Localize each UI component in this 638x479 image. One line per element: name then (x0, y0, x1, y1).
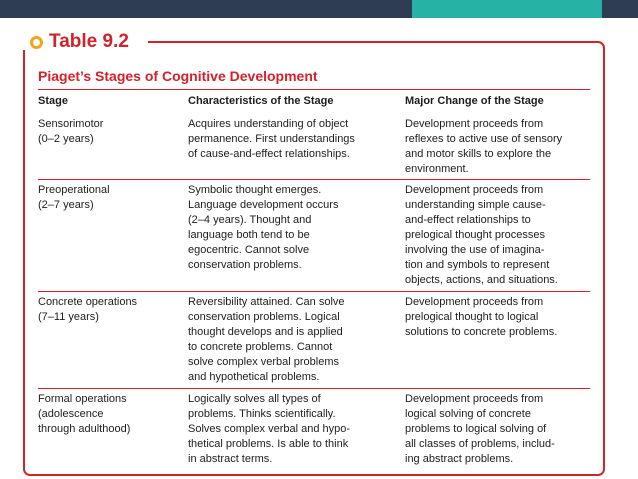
stage-line: Sensorimotor (38, 118, 104, 130)
characteristics-line: permanence. First understandings (188, 133, 355, 145)
major-change-line: Development proceeds from (405, 118, 544, 130)
column-header-characteristics: Characteristics of the Stage (188, 95, 334, 107)
characteristics-line: Language development occurs (188, 199, 339, 211)
slide-title (30, 30, 129, 54)
major-change-line: ing abstract problems. (405, 453, 514, 465)
characteristics-line: egocentric. Cannot solve (188, 244, 310, 256)
row-divider (38, 291, 590, 292)
stage-line: Preoperational (38, 184, 110, 196)
major-change-line: prelogical thought processes (405, 229, 546, 241)
major-change-line: prelogical thought to logical (405, 311, 539, 323)
row-formal-operations-major-change (405, 392, 555, 467)
major-change-line: all classes of problems, includ- (405, 438, 555, 450)
circle-bullet-icon (30, 36, 43, 49)
characteristics-line: in abstract terms. (188, 453, 273, 465)
major-change-line: and-effect relationships to (405, 214, 531, 226)
slide-title-text: Table 9.2 (49, 31, 129, 52)
characteristics-line: Symbolic thought emerges. (188, 184, 322, 196)
row-sensorimotor-characteristics (188, 117, 355, 162)
row-concrete-operations-stage (38, 295, 137, 325)
row-concrete-operations-characteristics (188, 295, 345, 385)
stage-line: (adolescence (38, 408, 104, 420)
major-change-line: logical solving of concrete (405, 408, 531, 420)
heading-divider (38, 89, 590, 90)
major-change-line: environment. (405, 163, 469, 175)
characteristics-line: and hypothetical problems. (188, 371, 320, 383)
characteristics-line: solve complex verbal problems (188, 356, 340, 368)
characteristics-line: conservation problems. Logical (188, 311, 340, 323)
row-sensorimotor-major-change (405, 117, 562, 177)
major-change-line: solutions to concrete problems. (405, 326, 558, 338)
row-preoperational-characteristics (188, 183, 338, 273)
stage-line: through adulthood) (38, 423, 131, 435)
row-preoperational-major-change (405, 183, 558, 288)
characteristics-line: of cause-and-effect relationships. (188, 148, 350, 160)
stage-line: Concrete operations (38, 296, 138, 308)
major-change-line: Development proceeds from (405, 184, 544, 196)
stage-line: (0–2 years) (38, 133, 94, 145)
characteristics-line: problems. Thinks scientifically. (188, 408, 336, 420)
major-change-line: problems to logical solving of (405, 423, 547, 435)
stage-line: (2–7 years) (38, 199, 94, 211)
stage-line: (7–11 years) (38, 311, 99, 323)
major-change-line: involving the use of imagina- (405, 244, 545, 256)
characteristics-line: Acquires understanding of object (188, 118, 349, 130)
major-change-line: Development proceeds from (405, 393, 544, 405)
characteristics-line: Logically solves all types of (188, 393, 321, 405)
column-header-major-change: Major Change of the Stage (405, 95, 544, 107)
table-heading: Piaget’s Stages of Cognitive Development (38, 68, 318, 84)
characteristics-line: Reversibility attained. Can solve (188, 296, 345, 308)
characteristics-line: thetical problems. Is able to think (188, 438, 349, 450)
stage-line: Formal operations (38, 393, 127, 405)
major-change-line: and motor skills to explore the (405, 148, 552, 160)
row-formal-operations-characteristics (188, 392, 350, 467)
characteristics-line: to concrete problems. Cannot (188, 341, 333, 353)
row-formal-operations-stage (38, 392, 130, 437)
characteristics-line: Solves complex verbal and hypo- (188, 423, 351, 435)
row-divider (38, 179, 590, 180)
row-sensorimotor-stage (38, 117, 103, 147)
major-change-line: Development proceeds from (405, 296, 544, 308)
major-change-line: objects, actions, and situations. (405, 274, 558, 286)
characteristics-line: thought develops and is applied (188, 326, 343, 338)
row-divider (38, 388, 590, 389)
row-concrete-operations-major-change (405, 295, 557, 340)
major-change-line: reflexes to active use of sensory (405, 133, 563, 145)
column-header-stage: Stage (38, 95, 68, 107)
major-change-line: understanding simple cause- (405, 199, 546, 211)
characteristics-line: (2–4 years). Thought and (188, 214, 312, 226)
characteristics-line: conservation problems. (188, 259, 302, 271)
characteristics-line: language both tend to be (188, 229, 310, 241)
major-change-line: tion and symbols to represent (405, 259, 550, 271)
top-bar-accent (412, 0, 602, 18)
row-preoperational-stage (38, 183, 110, 213)
